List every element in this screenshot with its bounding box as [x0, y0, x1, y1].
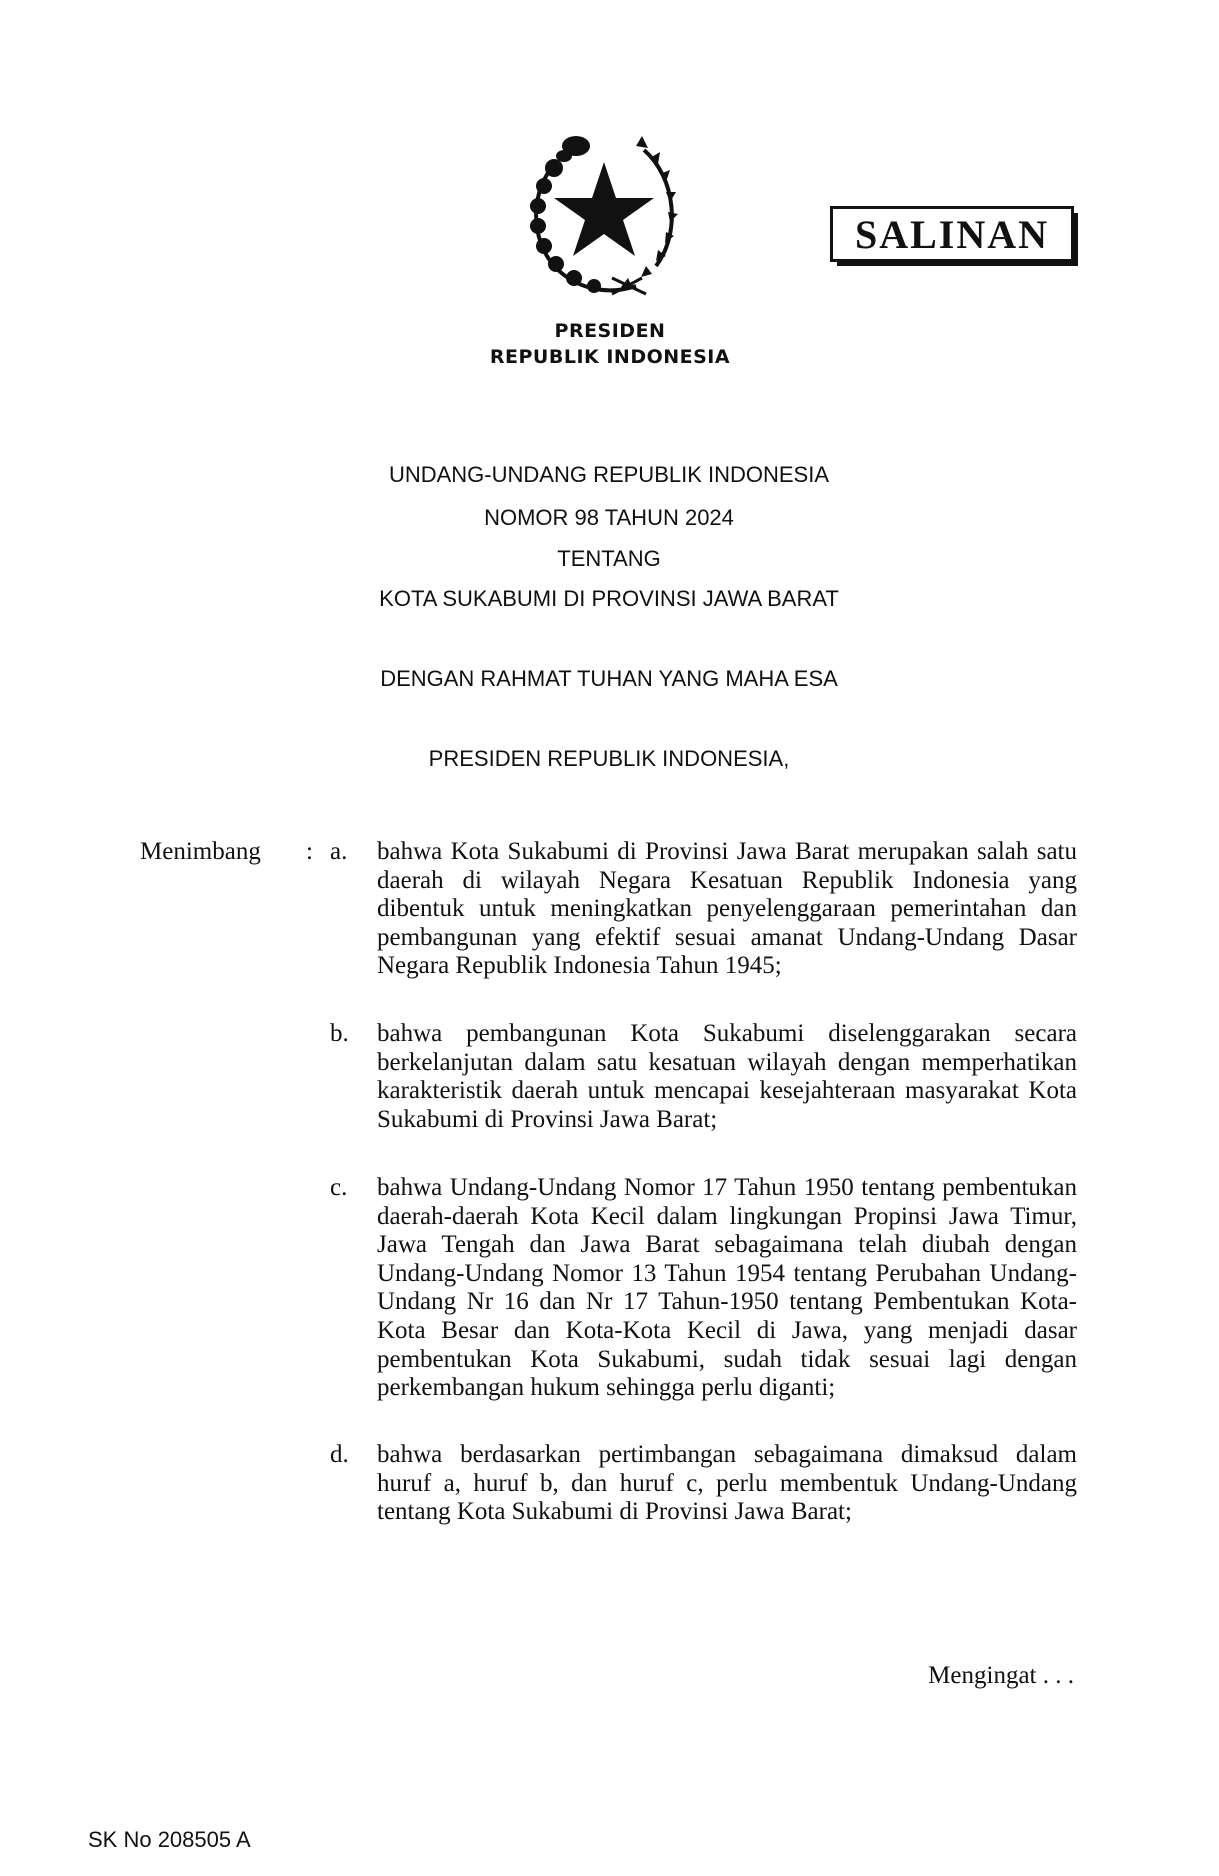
- salinan-stamp: [830, 206, 1074, 262]
- menimbang-colon: :: [306, 838, 313, 865]
- law-subject: KOTA SUKABUMI DI PROVINSI JAWA BARAT: [379, 586, 839, 611]
- menimbang-label: Menimbang: [140, 838, 261, 865]
- presidential-seal-icon: [516, 128, 686, 303]
- item-text: bahwa berdasarkan pertimbangan sebagaimana dimaksud dalam huruf a, huruf b, dan huruf c, perlu membentuk Undang-Undang tentang Kota Sukabumi di Provinsi Jawa Barat;: [377, 1441, 1077, 1526]
- item-text: bahwa pembangunan Kota Sukabumi diselenggarakan secara berkelanjutan dalam satu kesatuan wilayah dengan memperhatikan karakteristik daerah untuk mencapai kesejahteraan masyarakat Kota Sukabumi di Provinsi Jawa Barat;: [377, 1020, 1077, 1133]
- item-letter: d.: [330, 1441, 349, 1468]
- item-text: bahwa Kota Sukabumi di Provinsi Jawa Barat merupakan salah satu daerah di wilayah Negara Kesatuan Republik Indonesia yang dibentuk untuk meningkatkan penyelenggaraan pemerintahan dan pembangunan yang efektif sesuai amanat Undang-Undang Dasar Negara Republik Indonesia Tahun 1945;: [377, 838, 1077, 980]
- item-text: bahwa Undang-Undang Nomor 17 Tahun 1950 tentang pembentukan daerah-daerah Kota Kecil dalam lingkungan Propinsi Jawa Timur, Jawa Tengah dan Jawa Barat sebagaimana telah diubah dengan Undang-Undang Nomor 13 Tahun 1954 tentang Perubahan Undang-Undang Nr 16 dan Nr 17 Tahun-1950 tentang Pembentukan Kota-Kota Besar dan Kota-Kota Kecil di Jawa, yang menjadi dasar pembentukan Kota Sukabumi, sudah tidak sesuai lagi dengan perkembangan hukum sehingga perlu diganti;: [377, 1174, 1077, 1402]
- salinan-label: SALINAN: [854, 211, 1050, 257]
- invocation: DENGAN RAHMAT TUHAN YANG MAHA ESA: [380, 666, 838, 691]
- law-title: UNDANG-UNDANG REPUBLIK INDONESIA: [388, 462, 830, 487]
- continuation-marker: Mengingat . . .: [928, 1662, 1074, 1689]
- header-presiden: PRESIDEN: [554, 320, 666, 342]
- issuer: PRESIDEN REPUBLIK INDONESIA,: [428, 746, 790, 771]
- footer-document-code: SK No 208505 A: [88, 1827, 251, 1852]
- header-republik-indonesia: REPUBLIK INDONESIA: [489, 346, 731, 368]
- law-number: NOMOR 98 TAHUN 2024: [484, 505, 734, 530]
- law-about: TENTANG: [557, 546, 661, 571]
- item-letter: a.: [330, 838, 348, 865]
- item-letter: c.: [330, 1174, 348, 1201]
- item-letter: b.: [330, 1020, 349, 1047]
